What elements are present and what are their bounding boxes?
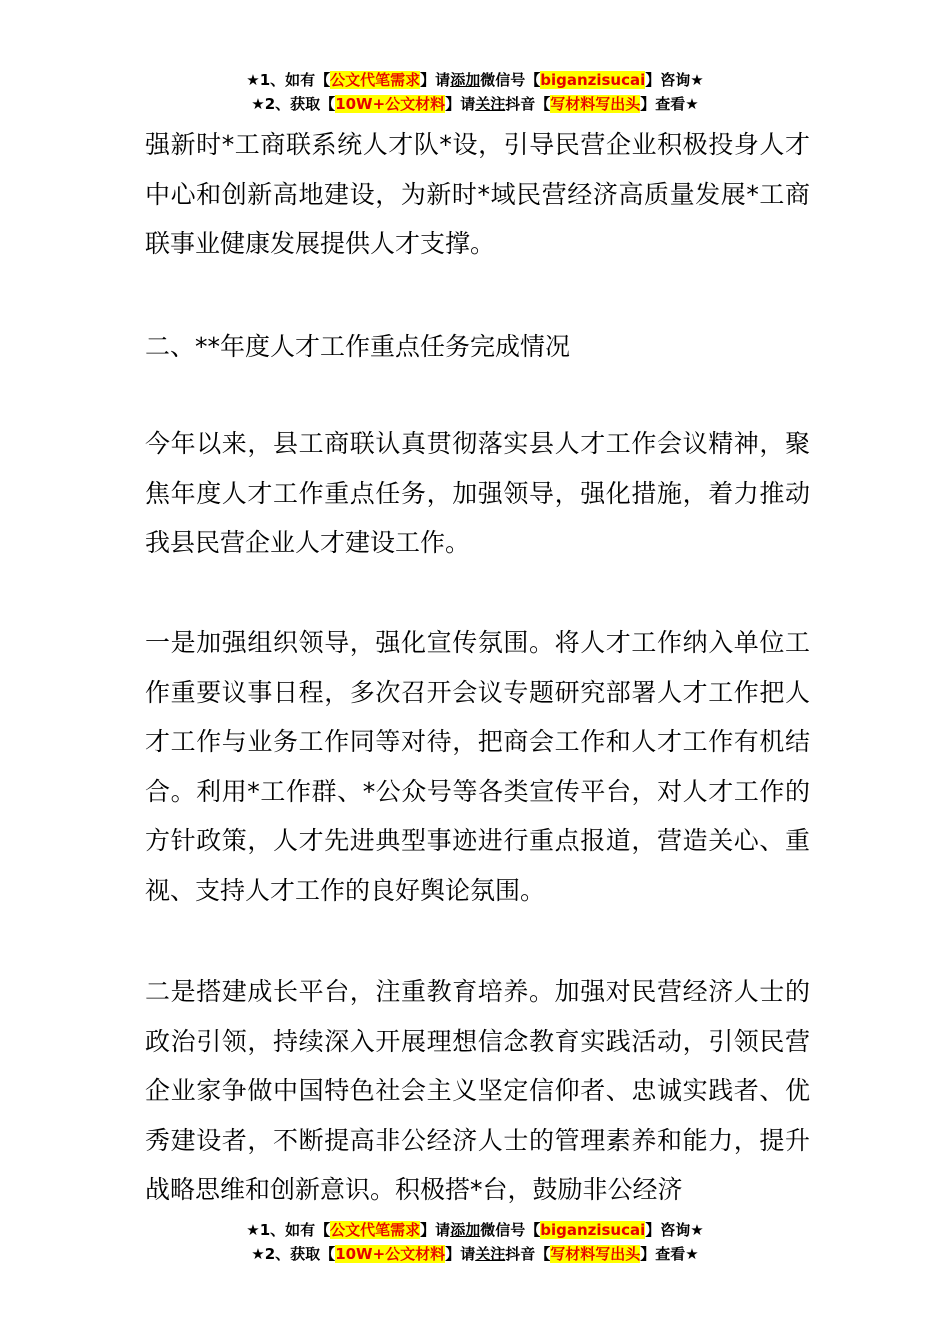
banner-underline: 添加 [450, 1221, 481, 1239]
banner-text: 】查看★ [640, 1245, 699, 1263]
banner-underline: 添加 [450, 71, 481, 89]
banner-line-2 [0, 1242, 950, 1266]
banner-text: 】请 [445, 95, 476, 113]
banner-text: ★1、如有【 [246, 1221, 331, 1239]
banner-text: 抖音【 [505, 95, 551, 113]
paragraph-point-two: 二是搭建成长平台，注重教育培养。加强对民营经济人士的政治引领，持续深入开展理想信念教育实践活动，引领民营企业家争做中国特色社会主义坚定信仰者、忠诚实践者、优秀建设者，不断提高非公经济人士的管理素养和能力，提升战略思维和创新意识。积极搭*台，鼓励非公经济 [145, 977, 810, 1204]
banner-text: 】请 [420, 1221, 451, 1239]
banner-highlight: 10W+公文材料 [335, 95, 446, 113]
footer-banner [0, 1218, 950, 1266]
header-banner [0, 68, 950, 116]
section-heading: 二、**年度人才工作重点任务完成情况 [145, 332, 571, 361]
banner-text: 微信号【 [480, 71, 541, 89]
paragraph-overview: 今年以来，县工商联认真贯彻落实县人才工作会议精神，聚焦年度人才工作重点任务，加强领导，强化措施，着力推动我县民营企业人才建设工作。 [145, 429, 810, 557]
banner-underline: 关注 [475, 95, 506, 113]
banner-text: 】请 [445, 1245, 476, 1263]
banner-text: 】咨询★ [645, 1221, 704, 1239]
banner-highlight: biganzisucai [540, 1221, 646, 1239]
banner-highlight: 写材料写出头 [550, 1245, 641, 1263]
banner-highlight: 10W+公文材料 [335, 1245, 446, 1263]
banner-highlight: biganzisucai [540, 71, 646, 89]
banner-text: 】请 [420, 71, 451, 89]
banner-text: 】查看★ [640, 95, 699, 113]
banner-line-2 [0, 92, 950, 116]
banner-text: ★2、获取【 [251, 95, 336, 113]
banner-underline: 关注 [475, 1245, 506, 1263]
banner-text: 微信号【 [480, 1221, 541, 1239]
paragraph-point-one: 一是加强组织领导，强化宣传氛围。将人才工作纳入单位工作重要议事日程，多次召开会议专题研究部署人才工作把人才工作与业务工作同等对待，把商会工作和人才工作有机结合。利用*工作群、*公众号等各类宣传平台，对人才工作的方针政策，人才先进典型事迹进行重点报道，营造关心、重视、支持人才工作的良好舆论氛围。 [145, 628, 810, 905]
banner-highlight: 公文代笔需求 [330, 1221, 421, 1239]
banner-text: ★1、如有【 [246, 71, 331, 89]
paragraph-intro: 强新时*工商联系统人才队*设，引导民营企业积极投身人才中心和创新高地建设，为新时*域民营经济高质量发展*工商联事业健康发展提供人才支撑。 [145, 130, 810, 258]
banner-text: 抖音【 [505, 1245, 551, 1263]
banner-line-1 [0, 1218, 950, 1242]
banner-highlight: 写材料写出头 [550, 95, 641, 113]
banner-line-1 [0, 68, 950, 92]
banner-text: 】咨询★ [645, 71, 704, 89]
banner-highlight: 公文代笔需求 [330, 71, 421, 89]
banner-text: ★2、获取【 [251, 1245, 336, 1263]
